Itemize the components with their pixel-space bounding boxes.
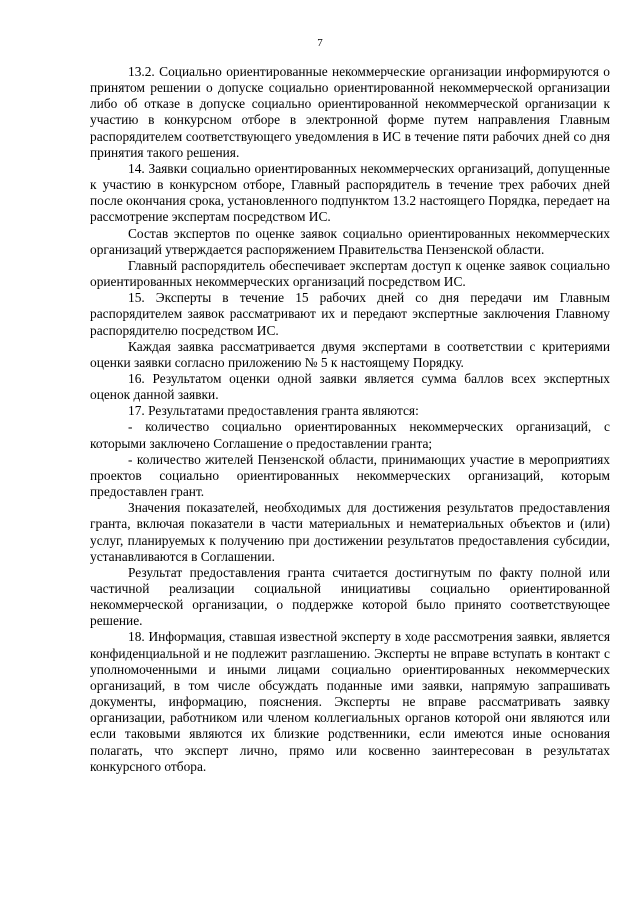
- list-item-residents-count: - количество жителей Пензенской области, принимающих участие в мероприятиях проектов социально ориентированных некоммерческих организаций, которым предоставлен грант.: [90, 451, 610, 500]
- page-number: 7: [317, 37, 323, 49]
- paragraph-indicator-values: Значения показателей, необходимых для достижения результатов предоставления гранта, включая показатели в части материальных и нематериальных объектов и (или) услуг, планируемых к получению при достижении результатов предоставления субсидии, устанавливаются в Соглашении.: [90, 500, 610, 564]
- paragraph-experts-composition: Состав экспертов по оценке заявок социально ориентированных некоммерческих организаций утверждается распоряжением Правительства Пензенской области.: [90, 225, 610, 257]
- paragraph-18: 18. Информация, ставшая известной эксперту в ходе рассмотрения заявки, является конфиденциальной и не подлежит разглашению. Эксперты не вправе вступать в контакт с уполномоченными и иными лицами социально ориентированных некоммерческих организаций, в том числе обсуждать поданные ими заявки, напрямую запрашивать документы, информацию, пояснения. Эксперты не вправе рассматривать заявку организации, работником или членом коллегиальных органов которой они являются или если таковыми являются их близкие родственники, если имеются иные основания полагать, что эксперт лично, прямо или косвенно заинтересован в результатах конкурсного отбора.: [90, 629, 610, 774]
- paragraph-16: 16. Результатом оценки одной заявки является сумма баллов всех экспертных оценок данной заявки.: [90, 370, 610, 403]
- paragraph-expert-access: Главный распорядитель обеспечивает экспертам доступ к оценке заявок социально ориентированных некоммерческих организаций посредством ИС.: [90, 257, 610, 290]
- paragraph-result-achieved: Результат предоставления гранта считается достигнутым по факту полной или частичной реализации социальной инициативы социально ориентированной некоммерческой организации, о поддержке которой было принято соответствующее решение.: [90, 564, 610, 629]
- paragraph-15: 15. Эксперты в течение 15 рабочих дней со дня передачи им Главным распорядителем заявок рассматривают их и передают экспертные заключения Главному распорядителю посредством ИС.: [90, 290, 610, 338]
- paragraph-14: 14. Заявки социально ориентированных некоммерческих организаций, допущенные к участию в конкурсном отборе, Главный распорядитель в течение трех рабочих дней после окончания срока, установленного подпунктом 13.2 настоящего Порядка, передает на рассмотрение экспертам посредством ИС.: [90, 160, 610, 225]
- paragraph-13-2: 13.2. Социально ориентированные некоммерческие организации информируются о принятом решении о допуске социально ориентированной некоммерческой организации либо об отказе в допуске социально ориентированной некоммерческой организации к участию в конкурсном отборе в электронной форме путем направления Главным распорядителем соответствующего уведомления в ИС в течение пяти рабочих дней со дня принятия такого решения.: [90, 64, 610, 160]
- paragraph-two-experts: Каждая заявка рассматривается двумя экспертами в соответствии с критериями оценки заявки согласно приложению № 5 к настоящему Порядку.: [90, 338, 610, 370]
- document-body: [90, 64, 610, 775]
- paragraph-17: 17. Результатами предоставления гранта являются:: [128, 403, 419, 419]
- list-item-organizations-count: - количество социально ориентированных некоммерческих организаций, с которыми заключено Соглашение о предоставлении гранта;: [90, 419, 610, 451]
